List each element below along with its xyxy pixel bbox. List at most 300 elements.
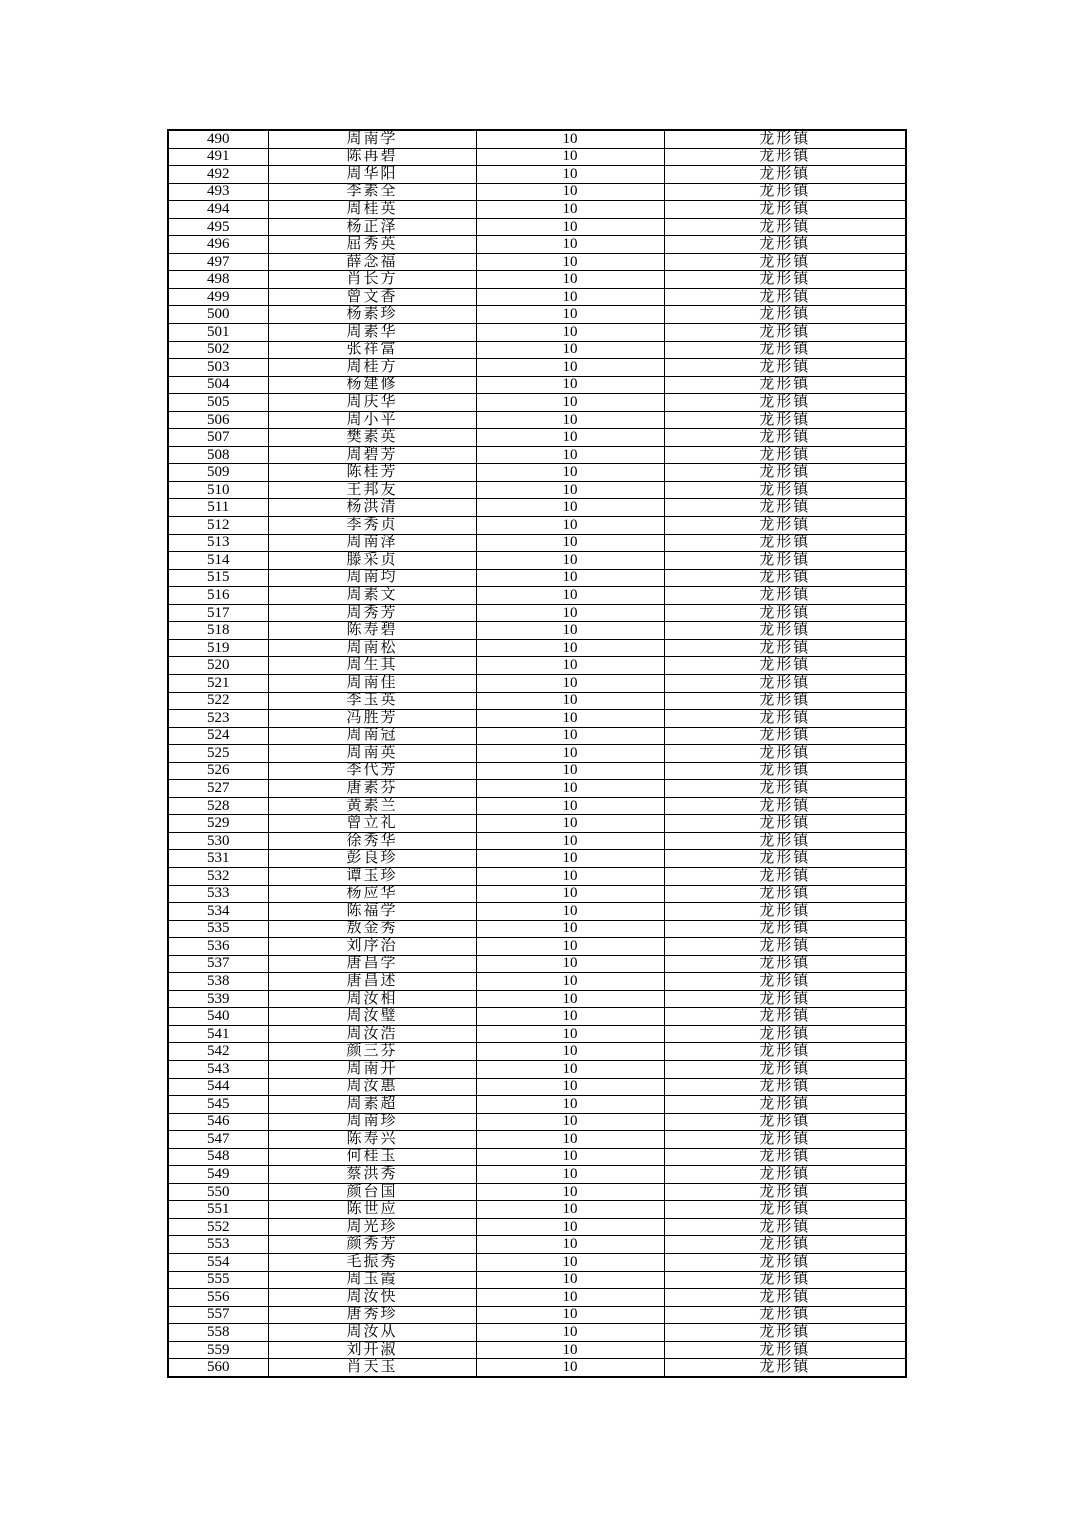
row-number-cell: 544: [168, 1078, 268, 1096]
table-row: [168, 446, 906, 464]
row-number-cell: 540: [168, 1008, 268, 1026]
name-cell: 周南开: [268, 1060, 476, 1078]
name-cell: 周汝相: [268, 990, 476, 1008]
town-cell: 龙形镇: [664, 885, 906, 903]
name-cell: 周素超: [268, 1096, 476, 1114]
town-cell: 龙形镇: [664, 253, 906, 271]
town-cell: 龙形镇: [664, 692, 906, 710]
name-cell: 周秀芳: [268, 604, 476, 622]
row-number-cell: 523: [168, 710, 268, 728]
amount-cell: 10: [476, 692, 664, 710]
amount-cell: 10: [476, 464, 664, 482]
name-cell: 黄素兰: [268, 797, 476, 815]
amount-cell: 10: [476, 130, 664, 148]
table-row: [168, 534, 906, 552]
name-cell: 周小平: [268, 411, 476, 429]
name-cell: 陈福学: [268, 903, 476, 921]
table-row: [168, 552, 906, 570]
row-number-cell: 509: [168, 464, 268, 482]
town-cell: 龙形镇: [664, 1043, 906, 1061]
table-row: [168, 183, 906, 201]
table-row: [168, 411, 906, 429]
row-number-cell: 557: [168, 1306, 268, 1324]
row-number-cell: 539: [168, 990, 268, 1008]
amount-cell: 10: [476, 201, 664, 219]
amount-cell: 10: [476, 341, 664, 359]
table-row: [168, 1271, 906, 1289]
amount-cell: 10: [476, 1289, 664, 1307]
name-cell: 冯胜芳: [268, 710, 476, 728]
name-cell: 刘序治: [268, 938, 476, 956]
table-row: [168, 1008, 906, 1026]
row-number-cell: 506: [168, 411, 268, 429]
town-cell: 龙形镇: [664, 517, 906, 535]
table-row: [168, 867, 906, 885]
row-number-cell: 522: [168, 692, 268, 710]
table-row: [168, 587, 906, 605]
row-number-cell: 514: [168, 552, 268, 570]
amount-cell: 10: [476, 271, 664, 289]
name-cell: 蔡洪秀: [268, 1166, 476, 1184]
amount-cell: 10: [476, 797, 664, 815]
table-row: [168, 481, 906, 499]
town-cell: 龙形镇: [664, 1341, 906, 1359]
row-number-cell: 520: [168, 657, 268, 675]
name-cell: 王邦友: [268, 481, 476, 499]
name-cell: 李代芳: [268, 762, 476, 780]
table-row: [168, 253, 906, 271]
table-row: [168, 1218, 906, 1236]
town-cell: 龙形镇: [664, 1306, 906, 1324]
table-row: [168, 499, 906, 517]
amount-cell: 10: [476, 306, 664, 324]
name-cell: 肖长方: [268, 271, 476, 289]
name-cell: 李玉英: [268, 692, 476, 710]
amount-cell: 10: [476, 253, 664, 271]
town-cell: 龙形镇: [664, 1060, 906, 1078]
town-cell: 龙形镇: [664, 1324, 906, 1342]
town-cell: 龙形镇: [664, 780, 906, 798]
name-cell: 颜台国: [268, 1183, 476, 1201]
amount-cell: 10: [476, 1043, 664, 1061]
amount-cell: 10: [476, 148, 664, 166]
town-cell: 龙形镇: [664, 973, 906, 991]
row-number-cell: 499: [168, 288, 268, 306]
row-number-cell: 543: [168, 1060, 268, 1078]
amount-cell: 10: [476, 1096, 664, 1114]
table-row: [168, 517, 906, 535]
name-cell: 陈寿兴: [268, 1131, 476, 1149]
row-number-cell: 510: [168, 481, 268, 499]
amount-cell: 10: [476, 1060, 664, 1078]
row-number-cell: 516: [168, 587, 268, 605]
row-number-cell: 491: [168, 148, 268, 166]
table-row: [168, 1306, 906, 1324]
row-number-cell: 532: [168, 867, 268, 885]
table-row: [168, 271, 906, 289]
amount-cell: 10: [476, 1271, 664, 1289]
name-cell: 唐昌述: [268, 973, 476, 991]
town-cell: 龙形镇: [664, 534, 906, 552]
name-cell: 薛念福: [268, 253, 476, 271]
row-number-cell: 529: [168, 815, 268, 833]
table-row: [168, 762, 906, 780]
table-row: [168, 324, 906, 342]
table-row: [168, 955, 906, 973]
table-row: [168, 1025, 906, 1043]
name-cell: 曾文香: [268, 288, 476, 306]
amount-cell: 10: [476, 411, 664, 429]
row-number-cell: 524: [168, 727, 268, 745]
table-row: [168, 1148, 906, 1166]
row-number-cell: 495: [168, 218, 268, 236]
table-row: [168, 1078, 906, 1096]
table-row: [168, 394, 906, 412]
amount-cell: 10: [476, 1113, 664, 1131]
town-cell: 龙形镇: [664, 411, 906, 429]
name-cell: 周汝惠: [268, 1078, 476, 1096]
name-cell: 杨正泽: [268, 218, 476, 236]
table-row: [168, 832, 906, 850]
row-number-cell: 556: [168, 1289, 268, 1307]
row-number-cell: 553: [168, 1236, 268, 1254]
town-cell: 龙形镇: [664, 674, 906, 692]
town-cell: 龙形镇: [664, 815, 906, 833]
table-row: [168, 569, 906, 587]
table-row: [168, 973, 906, 991]
name-cell: 周玉霞: [268, 1271, 476, 1289]
amount-cell: 10: [476, 674, 664, 692]
row-number-cell: 542: [168, 1043, 268, 1061]
town-cell: 龙形镇: [664, 587, 906, 605]
name-cell: 毛振秀: [268, 1254, 476, 1272]
amount-cell: 10: [476, 885, 664, 903]
town-cell: 龙形镇: [664, 359, 906, 377]
town-cell: 龙形镇: [664, 324, 906, 342]
row-number-cell: 528: [168, 797, 268, 815]
row-number-cell: 559: [168, 1341, 268, 1359]
row-number-cell: 552: [168, 1218, 268, 1236]
name-cell: 滕采贞: [268, 552, 476, 570]
row-number-cell: 512: [168, 517, 268, 535]
town-cell: 龙形镇: [664, 920, 906, 938]
amount-cell: 10: [476, 973, 664, 991]
amount-cell: 10: [476, 517, 664, 535]
name-cell: 屈秀英: [268, 236, 476, 254]
town-cell: 龙形镇: [664, 499, 906, 517]
row-number-cell: 526: [168, 762, 268, 780]
table-row: [168, 130, 906, 148]
amount-cell: 10: [476, 955, 664, 973]
town-cell: 龙形镇: [664, 201, 906, 219]
name-cell: 周南珍: [268, 1113, 476, 1131]
table-row: [168, 341, 906, 359]
name-cell: 周生其: [268, 657, 476, 675]
amount-cell: 10: [476, 1166, 664, 1184]
town-cell: 龙形镇: [664, 376, 906, 394]
amount-cell: 10: [476, 815, 664, 833]
town-cell: 龙形镇: [664, 762, 906, 780]
name-cell: 周南泽: [268, 534, 476, 552]
table-row: [168, 1166, 906, 1184]
town-cell: 龙形镇: [664, 1166, 906, 1184]
row-number-cell: 550: [168, 1183, 268, 1201]
row-number-cell: 500: [168, 306, 268, 324]
amount-cell: 10: [476, 446, 664, 464]
table-row: [168, 903, 906, 921]
amount-cell: 10: [476, 569, 664, 587]
row-number-cell: 537: [168, 955, 268, 973]
name-cell: 何桂玉: [268, 1148, 476, 1166]
name-cell: 刘开淑: [268, 1341, 476, 1359]
name-cell: 陈再碧: [268, 148, 476, 166]
town-cell: 龙形镇: [664, 797, 906, 815]
town-cell: 龙形镇: [664, 604, 906, 622]
row-number-cell: 554: [168, 1254, 268, 1272]
table-row: [168, 1096, 906, 1114]
table-row: [168, 1324, 906, 1342]
name-cell: 周南学: [268, 130, 476, 148]
name-cell: 李素全: [268, 183, 476, 201]
row-number-cell: 535: [168, 920, 268, 938]
table-row: [168, 201, 906, 219]
town-cell: 龙形镇: [664, 394, 906, 412]
name-cell: 周南佳: [268, 674, 476, 692]
table-row: [168, 148, 906, 166]
name-cell: 颜三芬: [268, 1043, 476, 1061]
table-row: [168, 1254, 906, 1272]
row-number-cell: 525: [168, 745, 268, 763]
amount-cell: 10: [476, 183, 664, 201]
amount-cell: 10: [476, 903, 664, 921]
table-row: [168, 885, 906, 903]
row-number-cell: 515: [168, 569, 268, 587]
name-cell: 周南松: [268, 639, 476, 657]
amount-cell: 10: [476, 938, 664, 956]
table-row: [168, 464, 906, 482]
town-cell: 龙形镇: [664, 1131, 906, 1149]
table-row: [168, 359, 906, 377]
amount-cell: 10: [476, 762, 664, 780]
town-cell: 龙形镇: [664, 622, 906, 640]
row-number-cell: 538: [168, 973, 268, 991]
amount-cell: 10: [476, 1008, 664, 1026]
town-cell: 龙形镇: [664, 1289, 906, 1307]
amount-cell: 10: [476, 587, 664, 605]
table-row: [168, 850, 906, 868]
table-row: [168, 1043, 906, 1061]
table-row: [168, 1183, 906, 1201]
table-row: [168, 1113, 906, 1131]
amount-cell: 10: [476, 710, 664, 728]
name-cell: 周华阳: [268, 166, 476, 184]
town-cell: 龙形镇: [664, 990, 906, 1008]
table-row: [168, 815, 906, 833]
name-cell: 周碧芳: [268, 446, 476, 464]
table-row: [168, 1060, 906, 1078]
town-cell: 龙形镇: [664, 745, 906, 763]
amount-cell: 10: [476, 1236, 664, 1254]
name-cell: 陈世应: [268, 1201, 476, 1219]
amount-cell: 10: [476, 166, 664, 184]
town-cell: 龙形镇: [664, 218, 906, 236]
amount-cell: 10: [476, 1131, 664, 1149]
table-row: [168, 166, 906, 184]
row-number-cell: 536: [168, 938, 268, 956]
table-row: [168, 376, 906, 394]
amount-cell: 10: [476, 394, 664, 412]
table-row: [168, 797, 906, 815]
town-cell: 龙形镇: [664, 236, 906, 254]
town-cell: 龙形镇: [664, 166, 906, 184]
amount-cell: 10: [476, 867, 664, 885]
row-number-cell: 513: [168, 534, 268, 552]
row-number-cell: 497: [168, 253, 268, 271]
town-cell: 龙形镇: [664, 657, 906, 675]
row-number-cell: 490: [168, 130, 268, 148]
row-number-cell: 541: [168, 1025, 268, 1043]
row-number-cell: 533: [168, 885, 268, 903]
amount-cell: 10: [476, 1324, 664, 1342]
name-cell: 唐素芬: [268, 780, 476, 798]
name-cell: 徐秀华: [268, 832, 476, 850]
table-row: [168, 657, 906, 675]
row-number-cell: 498: [168, 271, 268, 289]
row-number-cell: 502: [168, 341, 268, 359]
town-cell: 龙形镇: [664, 429, 906, 447]
table-row: [168, 429, 906, 447]
row-number-cell: 501: [168, 324, 268, 342]
town-cell: 龙形镇: [664, 1359, 906, 1377]
name-cell: 周汝璧: [268, 1008, 476, 1026]
name-cell: 唐昌学: [268, 955, 476, 973]
amount-cell: 10: [476, 920, 664, 938]
town-cell: 龙形镇: [664, 183, 906, 201]
table-row: [168, 218, 906, 236]
amount-cell: 10: [476, 780, 664, 798]
amount-cell: 10: [476, 1148, 664, 1166]
row-number-cell: 493: [168, 183, 268, 201]
town-cell: 龙形镇: [664, 341, 906, 359]
row-number-cell: 549: [168, 1166, 268, 1184]
amount-cell: 10: [476, 1341, 664, 1359]
town-cell: 龙形镇: [664, 955, 906, 973]
table-row: [168, 727, 906, 745]
row-number-cell: 492: [168, 166, 268, 184]
town-cell: 龙形镇: [664, 903, 906, 921]
amount-cell: 10: [476, 745, 664, 763]
name-cell: 杨建修: [268, 376, 476, 394]
amount-cell: 10: [476, 218, 664, 236]
town-cell: 龙形镇: [664, 1008, 906, 1026]
name-cell: 周光珍: [268, 1218, 476, 1236]
table-body: [168, 130, 906, 1377]
town-cell: 龙形镇: [664, 1201, 906, 1219]
amount-cell: 10: [476, 1359, 664, 1377]
name-cell: 周南英: [268, 745, 476, 763]
town-cell: 龙形镇: [664, 727, 906, 745]
name-cell: 谭玉珍: [268, 867, 476, 885]
town-cell: 龙形镇: [664, 1078, 906, 1096]
town-cell: 龙形镇: [664, 569, 906, 587]
row-number-cell: 534: [168, 903, 268, 921]
town-cell: 龙形镇: [664, 1236, 906, 1254]
row-number-cell: 527: [168, 780, 268, 798]
amount-cell: 10: [476, 429, 664, 447]
data-table: [167, 129, 907, 1378]
town-cell: 龙形镇: [664, 710, 906, 728]
town-cell: 龙形镇: [664, 130, 906, 148]
row-number-cell: 496: [168, 236, 268, 254]
table-row: [168, 692, 906, 710]
name-cell: 周庆华: [268, 394, 476, 412]
town-cell: 龙形镇: [664, 306, 906, 324]
row-number-cell: 558: [168, 1324, 268, 1342]
table-row: [168, 1131, 906, 1149]
name-cell: 周南均: [268, 569, 476, 587]
town-cell: 龙形镇: [664, 938, 906, 956]
name-cell: 杨洪清: [268, 499, 476, 517]
name-cell: 周南冠: [268, 727, 476, 745]
town-cell: 龙形镇: [664, 1113, 906, 1131]
row-number-cell: 503: [168, 359, 268, 377]
town-cell: 龙形镇: [664, 446, 906, 464]
table-row: [168, 1289, 906, 1307]
town-cell: 龙形镇: [664, 271, 906, 289]
row-number-cell: 494: [168, 201, 268, 219]
row-number-cell: 530: [168, 832, 268, 850]
name-cell: 颜秀芳: [268, 1236, 476, 1254]
amount-cell: 10: [476, 534, 664, 552]
row-number-cell: 508: [168, 446, 268, 464]
name-cell: 周汝浩: [268, 1025, 476, 1043]
amount-cell: 10: [476, 1254, 664, 1272]
row-number-cell: 560: [168, 1359, 268, 1377]
name-cell: 陈寿碧: [268, 622, 476, 640]
town-cell: 龙形镇: [664, 1025, 906, 1043]
table-row: [168, 306, 906, 324]
town-cell: 龙形镇: [664, 552, 906, 570]
amount-cell: 10: [476, 832, 664, 850]
town-cell: 龙形镇: [664, 639, 906, 657]
table-row: [168, 745, 906, 763]
table-row: [168, 674, 906, 692]
town-cell: 龙形镇: [664, 1271, 906, 1289]
row-number-cell: 519: [168, 639, 268, 657]
amount-cell: 10: [476, 324, 664, 342]
row-number-cell: 551: [168, 1201, 268, 1219]
amount-cell: 10: [476, 1078, 664, 1096]
row-number-cell: 511: [168, 499, 268, 517]
name-cell: 周素华: [268, 324, 476, 342]
table-row: [168, 288, 906, 306]
row-number-cell: 507: [168, 429, 268, 447]
name-cell: 杨素珍: [268, 306, 476, 324]
name-cell: 周桂英: [268, 201, 476, 219]
name-cell: 周桂方: [268, 359, 476, 377]
row-number-cell: 545: [168, 1096, 268, 1114]
amount-cell: 10: [476, 990, 664, 1008]
table-row: [168, 236, 906, 254]
table-row: [168, 604, 906, 622]
amount-cell: 10: [476, 552, 664, 570]
town-cell: 龙形镇: [664, 1148, 906, 1166]
amount-cell: 10: [476, 657, 664, 675]
town-cell: 龙形镇: [664, 1254, 906, 1272]
amount-cell: 10: [476, 727, 664, 745]
name-cell: 敖金秀: [268, 920, 476, 938]
amount-cell: 10: [476, 1183, 664, 1201]
